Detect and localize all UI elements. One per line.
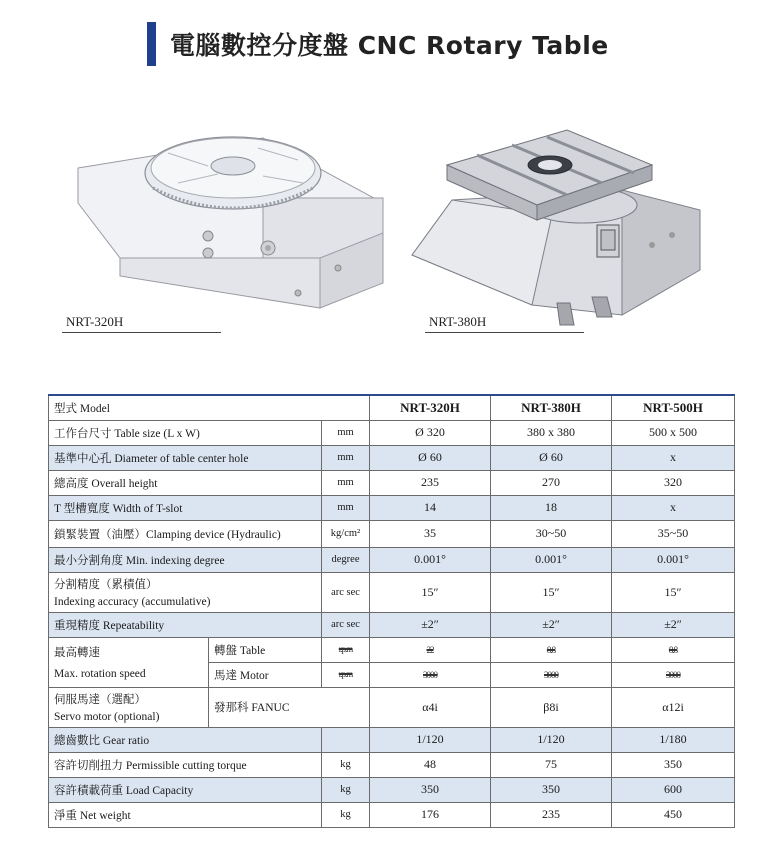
row-label-en: Indexing accuracy (accumulative): [54, 596, 211, 608]
spec-table: [48, 394, 735, 828]
nrt-380h-image: [402, 125, 702, 330]
row-unit: mm: [322, 495, 370, 520]
row-label: 總齒數比 Gear ratio: [49, 727, 322, 752]
cell: 1/120: [491, 727, 612, 752]
cell: 500 x 500: [612, 420, 735, 445]
nrt-320h-image: [58, 108, 398, 323]
cell: 350: [370, 777, 491, 802]
model-header: NRT-500H: [612, 395, 735, 420]
row-label-zh: 伺服馬達（選配）: [54, 694, 146, 706]
row-label-zh: 最高轉速: [54, 647, 100, 659]
row-label: [49, 687, 209, 727]
cell: 270: [491, 470, 612, 495]
cell: Ø 60: [491, 445, 612, 470]
model-label: 型式 Model: [49, 395, 370, 420]
cell: 3000: [370, 662, 491, 687]
table-row: [49, 495, 735, 520]
row-label: T 型槽寬度 Width of T-slot: [49, 495, 322, 520]
nrt-380h-caption: NRT-380H: [425, 314, 584, 333]
cell: α4i: [370, 687, 491, 727]
cell: 450: [612, 802, 735, 827]
cell: ±2″: [491, 612, 612, 637]
table-row: [49, 470, 735, 495]
row-label: 最小分割角度 Min. indexing degree: [49, 547, 322, 572]
cell: 176: [370, 802, 491, 827]
cell: 15″: [491, 572, 612, 612]
cell: 235: [370, 470, 491, 495]
row-label: 總高度 Overall height: [49, 470, 322, 495]
header-row: [49, 395, 735, 420]
cell: 235: [491, 802, 612, 827]
row-label-en: Max. rotation speed: [54, 668, 146, 680]
cell: 600: [612, 777, 735, 802]
cell: 0.001°: [370, 547, 491, 572]
cell: 380 x 380: [491, 420, 612, 445]
row-unit: r.p.m: [322, 637, 370, 662]
table-row: [49, 637, 735, 662]
nrt-320h-caption: NRT-320H: [62, 314, 221, 333]
table-row: [49, 727, 735, 752]
row-label-zh: 分割精度（累積值）: [54, 579, 158, 591]
cell: 14: [370, 495, 491, 520]
cell: 35~50: [612, 520, 735, 547]
cell: 0.001°: [612, 547, 735, 572]
table-row: [49, 445, 735, 470]
row-label: 淨重 Net weight: [49, 802, 322, 827]
row-unit: [322, 727, 370, 752]
cell: ±2″: [370, 612, 491, 637]
table-row: [49, 777, 735, 802]
cell: 35: [370, 520, 491, 547]
cell: 48: [370, 752, 491, 777]
row-unit: kg: [322, 802, 370, 827]
row-sublabel: 發那科 FANUC: [209, 687, 370, 727]
row-unit: mm: [322, 470, 370, 495]
row-unit: r.p.m: [322, 662, 370, 687]
row-label: [49, 572, 322, 612]
cell: x: [612, 445, 735, 470]
cell: 15″: [612, 572, 735, 612]
table-row: [49, 547, 735, 572]
cell: Ø 60: [370, 445, 491, 470]
row-label: [49, 637, 209, 687]
row-label: 工作台尺寸 Table size (L x W): [49, 420, 322, 445]
table-row: [49, 572, 735, 612]
table-row: [49, 520, 735, 547]
row-label: 鎖緊裝置（油壓）Clamping device (Hydraulic): [49, 520, 322, 547]
row-label-en: Servo motor (optional): [54, 711, 160, 723]
cell: 1/120: [370, 727, 491, 752]
row-unit: kg: [322, 752, 370, 777]
model-header: NRT-320H: [370, 395, 491, 420]
table-row: [49, 802, 735, 827]
cell: 350: [612, 752, 735, 777]
row-sublabel: 馬達 Motor: [209, 662, 322, 687]
cell: ±2″: [612, 612, 735, 637]
page-title: 電腦數控分度盤 CNC Rotary Table: [170, 31, 609, 60]
cell: 3000: [612, 662, 735, 687]
cell: 320: [612, 470, 735, 495]
table-row: [49, 752, 735, 777]
row-label: 容許切削扭力 Permissible cutting torque: [49, 752, 322, 777]
cell: 30~50: [491, 520, 612, 547]
model-header: NRT-380H: [491, 395, 612, 420]
cell: 8.8: [612, 637, 735, 662]
cell: 0.001°: [491, 547, 612, 572]
row-unit: arc sec: [322, 572, 370, 612]
row-label: 重現精度 Repeatability: [49, 612, 322, 637]
row-unit: kg: [322, 777, 370, 802]
row-unit: degree: [322, 547, 370, 572]
cell: 18: [491, 495, 612, 520]
title-accent-bar: [147, 22, 156, 66]
table-row: [49, 687, 735, 727]
row-unit: mm: [322, 445, 370, 470]
table-row: [49, 612, 735, 637]
cell: 15″: [370, 572, 491, 612]
cell: 350: [491, 777, 612, 802]
cell: α12i: [612, 687, 735, 727]
cell: 8.8: [491, 637, 612, 662]
cell: 75: [491, 752, 612, 777]
cell: 3000: [491, 662, 612, 687]
row-unit: mm: [322, 420, 370, 445]
cell: 1/180: [612, 727, 735, 752]
row-label: 基準中心孔 Diameter of table center hole: [49, 445, 322, 470]
cell: x: [612, 495, 735, 520]
cell: 22: [370, 637, 491, 662]
table-row: [49, 420, 735, 445]
cell: Ø 320: [370, 420, 491, 445]
cell: β8i: [491, 687, 612, 727]
row-sublabel: 轉盤 Table: [209, 637, 322, 662]
row-label: 容許積載荷重 Load Capacity: [49, 777, 322, 802]
row-unit: kg/cm²: [322, 520, 370, 547]
row-unit: arc sec: [322, 612, 370, 637]
